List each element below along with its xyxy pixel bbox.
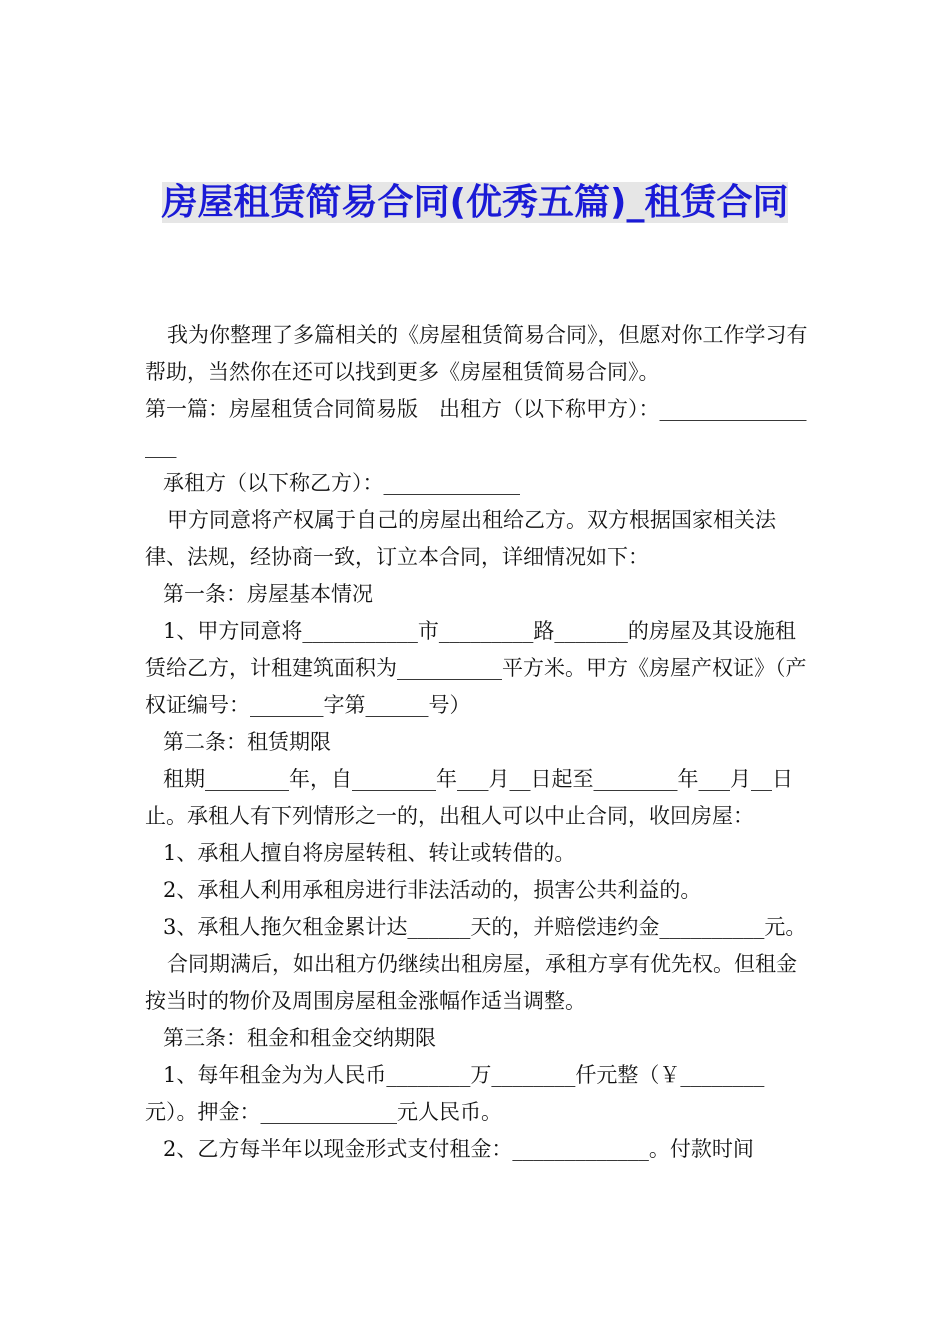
article-3-heading: 第三条：租金和租金交纳期限 <box>163 1026 436 1050</box>
intro-paragraph: 我为你整理了多篇相关的《房屋租赁简易合同》，但愿对你工作学习有帮助，当然你在还可以找到更多《房屋租赁简易合同》。 <box>145 323 808 384</box>
article-2-clause-1: 1、承租人擅自将房屋转租、转让或转借的。 <box>163 841 576 865</box>
article-2-heading: 第二条：租赁期限 <box>163 730 331 754</box>
article-1-clause-1: 1、甲方同意将___________市_________路_______的房屋及其设施租赁给乙方，计租建筑面积为__________平方米。甲方《房屋产权证》（产权证编号：_______字第______号） <box>145 619 807 717</box>
document-body <box>145 317 810 1168</box>
article-3-clause-1: 1、每年租金为为人民币________万________仟元整（￥________元）。押金：_____________元人民币。 <box>145 1063 765 1124</box>
article-3-clause-2: 2、乙方每半年以现金形式支付租金：_____________。付款时间 <box>163 1137 754 1161</box>
section-heading-first: 第一篇：房屋租赁合同简易版 出租方（以下称甲方）：_________________ <box>145 397 807 458</box>
agreement-paragraph: 甲方同意将产权属于自己的房屋出租给乙方。双方根据国家相关法律、法规，经协商一致，订立本合同，详细情况如下： <box>145 508 776 569</box>
renewal-paragraph: 合同期满后，如出租方仍继续出租房屋，承租方享有优先权。但租金按当时的物价及周围房屋租金涨幅作适当调整。 <box>145 952 797 1013</box>
article-1-heading: 第一条：房屋基本情况 <box>163 582 373 606</box>
article-2-clause-3: 3、承租人拖欠租金累计达______天的，并赔偿违约金__________元。 <box>163 915 807 939</box>
tenant-line: 承租方（以下称乙方）：_____________ <box>163 471 520 495</box>
document-title: 房屋租赁简易合同(优秀五篇)_租赁合同 <box>161 182 789 223</box>
article-2-clause-2: 2、承租人利用承租房进行非法活动的，损害公共利益的。 <box>163 878 702 902</box>
lease-term-paragraph: 租期________年，自________年___月__日起至________年___月__日止。承租人有下列情形之一的，出租人可以中止合同，收回房屋： <box>145 767 793 828</box>
title-container <box>140 178 810 228</box>
